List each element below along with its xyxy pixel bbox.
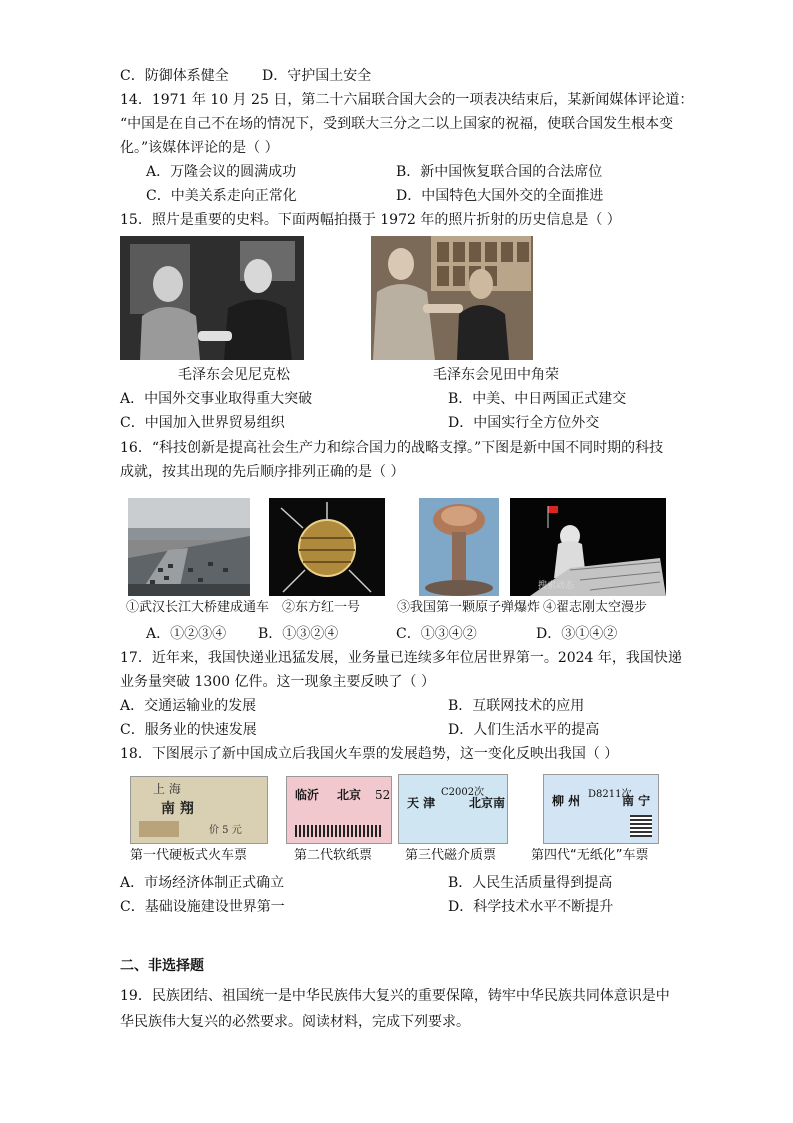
q16-option-c: C．①③④②	[396, 626, 477, 642]
q14-option-d: D．中国特色大国外交的全面推进	[396, 188, 604, 204]
ticket-2-to: 北京	[337, 788, 362, 802]
ticket-fourth-gen	[543, 774, 659, 844]
ticket-2-num: 52	[375, 788, 391, 802]
ticket-4-to: 南 宁	[622, 794, 651, 808]
q14-option-c: C．中美关系走向正常化	[146, 188, 297, 204]
q14-stem-line3: 化。”该媒体评论的是（ ）	[120, 140, 279, 156]
q18-option-c: C．基础设施建设世界第一	[120, 899, 285, 915]
q18-caption-2: 第二代软纸票	[294, 848, 373, 863]
q15-option-a: A．中国外交事业取得重大突破	[120, 391, 313, 407]
photo-mao-tanaka-drawing	[371, 236, 533, 360]
ticket-4-num: D8211次	[588, 789, 632, 800]
q17-option-c: C．服务业的快速发展	[120, 722, 257, 738]
section-title-non-choice: 二、非选择题	[120, 958, 204, 974]
q18-option-b: B．人民生活质量得到提高	[448, 875, 613, 891]
ticket-1-top: 上 海	[153, 782, 181, 796]
ticket-3-num: C2002次	[441, 787, 485, 798]
photo-mao-nixon	[120, 236, 304, 360]
q16-caption-4: ④翟志刚太空漫步	[543, 600, 648, 615]
ticket-1-bot: 价 5 元	[209, 825, 242, 836]
q14-option-b: B．新中国恢复联合国的合法席位	[396, 164, 603, 180]
ticket-4-from: 柳 州	[552, 794, 581, 808]
q13-option-d: D．守护国土安全	[262, 68, 372, 84]
ticket-3-from: 天 津	[407, 796, 436, 810]
photo-satellite-drawing	[269, 498, 385, 596]
q19-stem-line1: 19．民族团结、祖国统一是中华民族伟大复兴的重要保障，铸牢中华民族共同体意识是中	[120, 988, 670, 1004]
ticket-2-from: 临沂	[295, 788, 320, 802]
photo-dongfanghong-satellite	[269, 498, 385, 596]
q18-caption-4: 第四代“无纸化”车票	[531, 848, 649, 863]
q17-option-a: A．交通运输业的发展	[120, 698, 257, 714]
q16-stem-line2: 成就，按其出现的先后顺序排列正确的是（ ）	[120, 464, 405, 480]
q15-option-c: C．中国加入世界贸易组织	[120, 415, 285, 431]
q18-caption-1: 第一代硬板式火车票	[130, 848, 248, 863]
q14-stem-line1: 14．1971 年 10 月 25 日，第二十六届联合国大会的一项表决结束后，某新闻媒体评论道：	[120, 92, 694, 108]
q15-option-b: B．中美、中日两国正式建交	[448, 391, 627, 407]
q19-stem-line2: 华民族伟大复兴的必然要求。阅读材料，完成下列要求。	[120, 1014, 470, 1030]
ticket-1-mid: 南 翔	[161, 801, 194, 817]
q17-stem-line2: 业务量突破 1300 亿件。这一现象主要反映了（ ）	[120, 674, 435, 690]
ticket-second-gen	[286, 776, 392, 844]
q17-option-d: D．人们生活水平的提高	[448, 722, 600, 738]
q17-stem-line1: 17．近年来，我国快递业迅猛发展，业务量已连续多年位居世界第一。2024 年，我国快递	[120, 650, 682, 666]
q14-option-a: A．万隆会议的圆满成功	[146, 164, 297, 180]
q18-stem: 18．下图展示了新中国成立后我国火车票的发展趋势，这一变化反映出我国（ ）	[120, 746, 619, 762]
photo-atomic-bomb-drawing	[419, 498, 499, 596]
q18-option-d: D．科学技术水平不断提升	[448, 899, 614, 915]
q16-option-a: A．①②③④	[146, 626, 227, 642]
q15-caption-1: 毛泽东会见尼克松	[178, 367, 290, 383]
q15-stem: 15．照片是重要的史料。下面两幅拍摄于 1972 年的照片折射的历史信息是（ ）	[120, 212, 621, 228]
ticket-first-gen	[130, 776, 268, 844]
photo-wuhan-bridge	[128, 498, 250, 596]
q13-option-c: C．防御体系健全	[120, 68, 229, 84]
photo-mao-tanaka	[371, 236, 533, 360]
q17-option-b: B．互联网技术的应用	[448, 698, 585, 714]
photo-atomic-bomb	[419, 498, 499, 596]
q16-caption-2: ②东方红一号	[282, 600, 361, 615]
q16-stem-line1: 16．“科技创新是提高社会生产力和综合国力的战略支撑。”下图是新中国不同时期的科技	[120, 440, 664, 456]
photo-spacewalk	[510, 498, 666, 596]
q18-caption-3: 第三代磁介质票	[405, 848, 497, 863]
q16-option-b: B．①③②④	[258, 626, 339, 642]
q16-option-d: D．③①④②	[536, 626, 618, 642]
photo-spacewalk-drawing	[510, 498, 666, 596]
q14-stem-line2: “中国是在自己不在场的情况下，受到联大三分之二以上国家的祝福，使联合国发生根本变	[120, 116, 674, 132]
q15-option-d: D．中国实行全方位外交	[448, 415, 600, 431]
photo-watermark: 搜索动态	[538, 581, 575, 591]
ticket-3-to: 北京南	[469, 796, 506, 810]
q16-caption-1: ①武汉长江大桥建成通车	[126, 600, 270, 615]
ticket-third-gen	[398, 774, 508, 844]
ticket-qr-icon	[630, 815, 652, 837]
q15-caption-2: 毛泽东会见田中角荣	[433, 367, 559, 383]
q18-option-a: A．市场经济体制正式确立	[120, 875, 285, 891]
photo-mao-nixon-drawing	[120, 236, 304, 360]
q16-caption-3: ③我国第一颗原子弹爆炸	[397, 600, 541, 615]
photo-wuhan-bridge-drawing	[128, 498, 250, 596]
